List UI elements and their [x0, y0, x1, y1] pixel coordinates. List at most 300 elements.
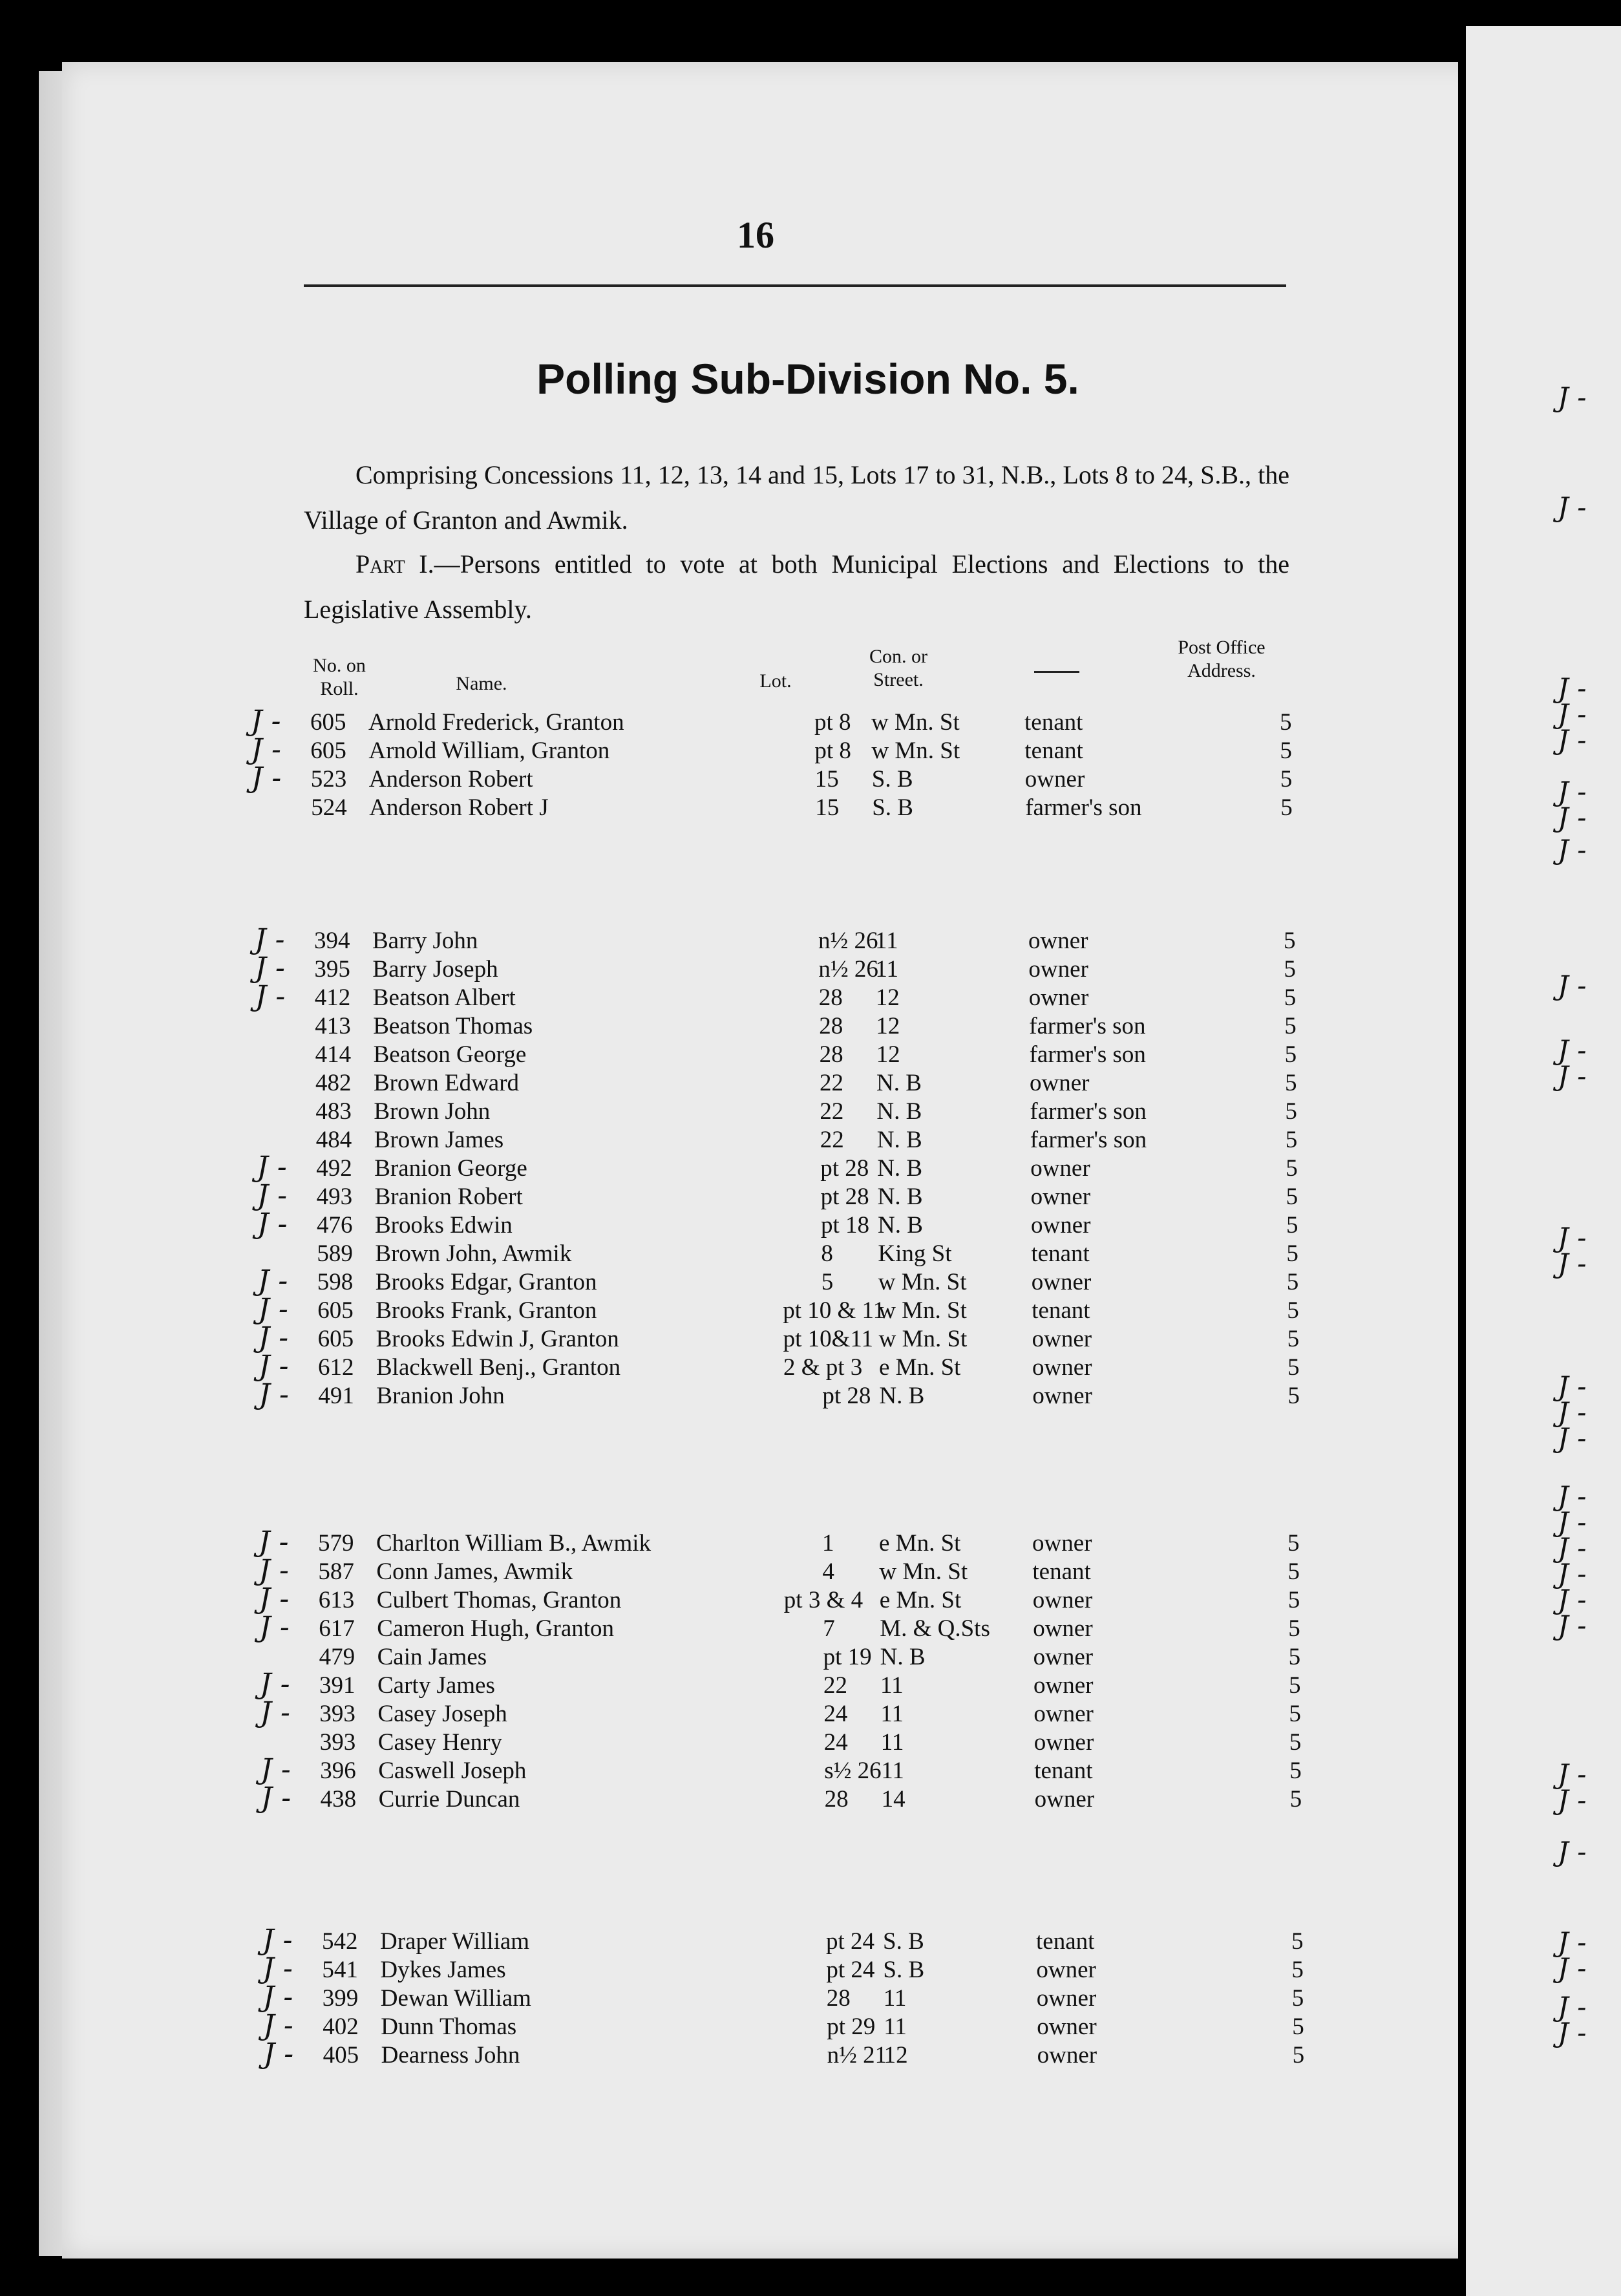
voter-name: Conn James, Awmik: [376, 1558, 573, 1585]
post-office: 5: [1284, 1013, 1297, 1039]
check-mark: J -: [259, 1611, 290, 1644]
post-office: 5: [1287, 1297, 1299, 1324]
header-roll: No. on Roll.: [313, 655, 366, 699]
roll-number: 617: [319, 1615, 355, 1642]
roll-number: 541: [322, 1957, 358, 1983]
header-dash: [1034, 671, 1079, 673]
roll-number: 413: [315, 1013, 351, 1039]
voter-name: Charlton William B., Awmik: [376, 1530, 652, 1557]
facing-check-mark: J -: [1558, 1836, 1587, 1867]
con-street: w Mn. St: [871, 738, 960, 764]
voter-row: [0, 1924, 1357, 1957]
facing-check-mark: J -: [1558, 1926, 1587, 1958]
check-mark: J -: [255, 951, 285, 984]
post-office: 5: [1289, 1701, 1301, 1727]
check-mark: J -: [260, 1668, 290, 1701]
roll-number: 399: [322, 1985, 359, 2012]
status: farmer's son: [1030, 1127, 1147, 1153]
post-office: 5: [1292, 2014, 1304, 2040]
check-mark: J -: [263, 2009, 293, 2042]
lot-value: n½ 21: [827, 2042, 887, 2068]
check-mark: J -: [259, 1378, 289, 1411]
status: owner: [1036, 1957, 1096, 1983]
voter-row: [0, 1012, 1357, 1041]
post-office: 5: [1280, 766, 1293, 792]
post-office: 5: [1292, 2042, 1305, 2068]
facing-check-mark: J -: [1558, 776, 1587, 807]
facing-check-mark: J -: [1558, 1584, 1587, 1615]
status: owner: [1032, 1326, 1092, 1352]
post-office: 5: [1291, 1957, 1304, 1983]
voter-name: Cain James: [377, 1644, 487, 1670]
voter-name: Dunn Thomas: [381, 2014, 517, 2040]
voter-name: Arnold William, Granton: [368, 738, 610, 764]
con-street: 12: [876, 1041, 900, 1068]
voter-row: [0, 1554, 1357, 1587]
facing-check-mark: J -: [1558, 698, 1587, 730]
status: owner: [1028, 928, 1088, 954]
roll-number: 589: [317, 1240, 353, 1267]
voter-name: Dearness John: [381, 2042, 520, 2068]
roll-number: 613: [318, 1587, 355, 1613]
con-street: 12: [875, 984, 900, 1011]
status: owner: [1028, 984, 1089, 1011]
voter-row: [0, 1668, 1357, 1701]
facing-check-mark: J -: [1558, 1558, 1587, 1589]
con-street: 12: [884, 2042, 908, 2068]
check-mark: J -: [260, 1696, 290, 1729]
con-street: e Mn. St: [879, 1530, 961, 1557]
facing-check-mark: J -: [1558, 1060, 1587, 1092]
part-paragraph: [304, 542, 1289, 632]
voter-row: [0, 1525, 1357, 1558]
post-office: 5: [1289, 1786, 1302, 1812]
voter-row: [0, 1753, 1357, 1786]
con-street: 11: [875, 956, 899, 983]
status: farmer's son: [1025, 794, 1142, 821]
con-street: 11: [880, 1729, 904, 1756]
lot-value: pt 3 & 4: [783, 1587, 863, 1613]
status: owner: [1024, 766, 1085, 792]
lot-value: pt 8: [814, 709, 851, 736]
roll-number: 396: [320, 1758, 356, 1784]
voter-row: [0, 1728, 1357, 1757]
roll-number: 605: [317, 1326, 354, 1352]
status: owner: [1034, 1786, 1095, 1812]
lot-value: 28: [824, 1786, 849, 1812]
lot-value: 15: [814, 766, 839, 792]
status: owner: [1030, 1155, 1090, 1182]
voter-name: Brown James: [374, 1127, 504, 1153]
check-mark: J -: [262, 1924, 293, 1957]
con-street: N. B: [876, 1127, 922, 1153]
lot-value: 1: [822, 1530, 834, 1557]
post-office: 5: [1286, 1184, 1298, 1210]
part-text: —Persons entitled to vote at both Municipal Elections and Elections to the Legislative Assembly.: [304, 549, 1290, 624]
post-office: 5: [1288, 1615, 1300, 1642]
lot-value: pt 19: [823, 1644, 872, 1670]
con-street: 11: [881, 1758, 904, 1784]
post-office: 5: [1284, 956, 1296, 983]
status: owner: [1032, 1587, 1093, 1613]
roll-number: 476: [317, 1212, 353, 1238]
con-street: King St: [878, 1240, 952, 1267]
voter-name: Beatson Albert: [372, 984, 516, 1011]
post-office: 5: [1280, 794, 1293, 821]
part-label: Part I.: [355, 549, 434, 579]
voter-row: [0, 1293, 1357, 1326]
lot-value: n½ 26: [818, 956, 878, 983]
post-office: 5: [1291, 1985, 1304, 2012]
lot-value: pt 28: [820, 1155, 869, 1182]
status: tenant: [1036, 1928, 1095, 1955]
facing-check-mark: J -: [1558, 1758, 1587, 1790]
voter-name: Barry Joseph: [372, 956, 498, 983]
roll-number: 587: [318, 1558, 354, 1585]
facing-check-mark: J -: [1558, 1422, 1587, 1454]
voter-row: [0, 1781, 1357, 1814]
roll-number: 598: [317, 1269, 354, 1295]
status: owner: [1032, 1383, 1092, 1409]
status: owner: [1032, 1354, 1092, 1381]
facing-check-mark: J -: [1558, 1532, 1587, 1564]
con-street: N. B: [880, 1644, 926, 1670]
facing-check-mark: J -: [1558, 1610, 1587, 1641]
post-office: 5: [1287, 1326, 1300, 1352]
lot-value: pt 29: [827, 2014, 876, 2040]
voter-row: [0, 2009, 1357, 2042]
roll-number: 482: [315, 1070, 352, 1096]
con-street: e Mn. St: [879, 1587, 962, 1613]
roll-number: 523: [310, 766, 347, 792]
lot-value: pt 18: [821, 1212, 870, 1238]
check-mark: J -: [259, 1554, 289, 1587]
check-mark: J -: [257, 1151, 287, 1184]
con-street: 11: [880, 1701, 904, 1727]
lot-value: 4: [822, 1558, 834, 1585]
con-street: N. B: [877, 1184, 923, 1210]
roll-number: 605: [310, 738, 346, 764]
status: owner: [1037, 2042, 1097, 2068]
check-mark: J -: [251, 733, 281, 766]
roll-number: 393: [319, 1701, 355, 1727]
lot-value: n½ 26: [818, 928, 878, 954]
voter-row: [0, 1151, 1357, 1184]
facing-check-mark: J -: [1558, 834, 1587, 866]
post-office: 5: [1289, 1729, 1302, 1756]
post-office: 5: [1285, 1070, 1297, 1096]
roll-number: 395: [314, 956, 350, 983]
facing-check-mark: J -: [1558, 1370, 1587, 1402]
check-mark: J -: [257, 1264, 288, 1297]
roll-number: 391: [319, 1672, 355, 1699]
status: owner: [1033, 1672, 1094, 1699]
lot-value: 22: [820, 1070, 843, 1096]
post-office: 5: [1286, 1212, 1298, 1238]
status: owner: [1033, 1644, 1094, 1670]
check-mark: J -: [258, 1321, 289, 1354]
voter-row: [0, 1981, 1357, 2014]
roll-number: 492: [316, 1155, 352, 1182]
roll-number: 479: [319, 1644, 355, 1670]
lot-value: pt 10&11: [783, 1326, 874, 1352]
status: farmer's son: [1029, 1013, 1146, 1039]
lot-value: 22: [820, 1127, 844, 1153]
page-number: 16: [737, 214, 774, 256]
status: tenant: [1032, 1297, 1090, 1324]
status: owner: [1031, 1212, 1091, 1238]
con-street: S. B: [871, 766, 913, 792]
lot-value: 24: [823, 1701, 848, 1727]
status: tenant: [1024, 709, 1083, 736]
description-paragraph: Comprising Concessions 11, 12, 13, 14 and 15, Lots 17 to 31, N.B., Lots 8 to 24, S.B., the Village of Granton and Awmik.: [304, 460, 1289, 535]
con-street: N. B: [876, 1098, 922, 1125]
voter-row: [0, 980, 1357, 1013]
voter-name: Branion John: [376, 1383, 505, 1409]
con-street: N. B: [876, 1070, 922, 1096]
roll-number: 438: [320, 1786, 357, 1812]
lot-value: pt 24: [826, 1928, 875, 1955]
voter-row: [0, 951, 1357, 984]
lot-value: pt 28: [822, 1383, 871, 1409]
check-mark: J -: [251, 761, 282, 794]
voter-name: Anderson Robert J: [369, 794, 549, 821]
voter-name: Brooks Edgar, Granton: [375, 1269, 597, 1295]
voter-row: [0, 1611, 1357, 1644]
post-office: 5: [1289, 1672, 1301, 1699]
check-mark: J -: [262, 1952, 293, 1985]
voter-row: [0, 705, 1357, 738]
facing-check-mark: J -: [1558, 1506, 1587, 1538]
lot-value: s½ 26: [824, 1758, 882, 1784]
voter-name: Brooks Edwin: [375, 1212, 513, 1238]
post-office: 5: [1288, 1644, 1301, 1670]
post-office: 5: [1280, 738, 1292, 764]
facing-check-mark: J -: [1558, 1952, 1587, 1984]
roll-number: 524: [311, 794, 347, 821]
con-street: 11: [883, 1985, 907, 2012]
status: tenant: [1031, 1240, 1090, 1267]
roll-number: 605: [317, 1297, 354, 1324]
voter-name: Culbert Thomas, Granton: [376, 1587, 622, 1613]
post-office: 5: [1287, 1530, 1300, 1557]
status: owner: [1030, 1070, 1090, 1096]
voter-row: [0, 2037, 1357, 2070]
con-street: w Mn. St: [871, 709, 960, 736]
facing-check-mark: J -: [1558, 672, 1587, 704]
voter-name: Dykes James: [380, 1957, 506, 1983]
check-mark: J -: [259, 1525, 289, 1558]
roll-number: 483: [315, 1098, 352, 1125]
status: farmer's son: [1030, 1098, 1147, 1125]
voter-name: Brooks Frank, Granton: [376, 1297, 597, 1324]
voter-row: [0, 1041, 1357, 1069]
check-mark: J -: [260, 1781, 291, 1814]
con-street: 14: [881, 1786, 906, 1812]
con-street: w Mn. St: [878, 1269, 967, 1295]
facing-check-mark: J -: [1558, 1784, 1587, 1816]
facing-check-mark: J -: [1558, 1396, 1587, 1428]
voter-row: [0, 1582, 1357, 1615]
post-office: 5: [1286, 1269, 1299, 1295]
page-title: Polling Sub-Division No. 5.: [536, 355, 1079, 403]
voter-name: Arnold Frederick, Granton: [368, 709, 624, 736]
lot-value: 5: [821, 1269, 834, 1295]
voter-name: Carty James: [377, 1672, 495, 1699]
lot-value: 24: [823, 1729, 848, 1756]
voter-row: [0, 1207, 1357, 1240]
check-mark: J -: [257, 1179, 288, 1212]
status: owner: [1037, 2014, 1097, 2040]
post-office: 5: [1286, 1240, 1298, 1267]
con-street: N. B: [879, 1383, 925, 1409]
check-mark: J -: [251, 705, 281, 738]
check-mark: J -: [262, 1981, 293, 2014]
con-street: S. B: [872, 794, 913, 821]
roll-number: 405: [323, 2042, 359, 2068]
check-mark: J -: [260, 1753, 291, 1786]
voter-name: Beatson George: [373, 1041, 527, 1068]
voter-row: [0, 1378, 1357, 1411]
lot-value: pt 10 & 11: [783, 1297, 885, 1324]
facing-check-mark: J -: [1558, 1480, 1587, 1512]
facing-check-mark: J -: [1558, 1034, 1587, 1066]
check-mark: J -: [255, 923, 285, 956]
facing-check-mark: J -: [1558, 802, 1587, 833]
header-name: Name.: [456, 673, 507, 694]
status: farmer's son: [1029, 1041, 1146, 1068]
roll-number: 394: [314, 928, 350, 954]
post-office: 5: [1285, 1127, 1298, 1153]
check-mark: J -: [263, 2037, 294, 2070]
roll-number: 414: [315, 1041, 352, 1068]
roll-number: 491: [318, 1383, 354, 1409]
voter-name: Dewan William: [380, 1985, 531, 2012]
lot-value: 28: [818, 984, 843, 1011]
facing-check-mark: J -: [1558, 724, 1587, 756]
voter-row: [0, 1264, 1357, 1297]
post-office: 5: [1285, 1098, 1297, 1125]
post-office: 5: [1289, 1758, 1302, 1784]
status: tenant: [1024, 738, 1083, 764]
voter-name: Brooks Edwin J, Granton: [376, 1326, 619, 1352]
roll-number: 542: [322, 1928, 358, 1955]
check-mark: J -: [259, 1582, 290, 1615]
post-office: 5: [1284, 928, 1296, 954]
header-post: Post Office Address.: [1178, 637, 1266, 681]
voter-name: Barry John: [372, 928, 478, 954]
post-office: 5: [1280, 709, 1292, 736]
lot-value: 28: [819, 1041, 843, 1068]
lot-value: 28: [819, 1013, 843, 1039]
voter-row: [0, 1321, 1357, 1354]
status: owner: [1036, 1985, 1097, 2012]
post-office: 5: [1286, 1155, 1298, 1182]
lot-value: 8: [821, 1240, 833, 1267]
con-street: M. & Q.Sts: [880, 1615, 990, 1642]
roll-number: 412: [314, 984, 351, 1011]
lot-value: pt 28: [820, 1184, 869, 1210]
status: tenant: [1034, 1758, 1093, 1784]
roll-number: 612: [318, 1354, 354, 1381]
roll-number: 605: [310, 709, 346, 736]
post-office: 5: [1287, 1558, 1300, 1585]
lot-value: 7: [823, 1615, 835, 1642]
check-mark: J -: [257, 1207, 288, 1240]
facing-check-mark: J -: [1558, 1222, 1587, 1253]
lot-value: 2 & pt 3: [783, 1354, 863, 1381]
roll-number: 393: [319, 1729, 356, 1756]
check-mark: J -: [259, 1350, 289, 1383]
post-office: 5: [1284, 1041, 1297, 1068]
facing-check-mark: J -: [1558, 2017, 1587, 2048]
con-street: N. B: [878, 1212, 923, 1238]
check-mark: J -: [255, 980, 286, 1013]
check-mark: J -: [258, 1293, 288, 1326]
con-street: N. B: [877, 1155, 923, 1182]
voter-row: [0, 1240, 1357, 1268]
status: owner: [1033, 1701, 1094, 1727]
voter-name: Anderson Robert: [368, 766, 533, 792]
voter-name: Branion Robert: [374, 1184, 523, 1210]
voter-row: [0, 1098, 1357, 1126]
voter-name: Branion George: [374, 1155, 527, 1182]
status: tenant: [1032, 1558, 1091, 1585]
voter-name: Casey Joseph: [377, 1701, 507, 1727]
status: owner: [1030, 1184, 1091, 1210]
roll-number: 402: [323, 2014, 359, 2040]
con-street: w Mn. St: [878, 1326, 968, 1352]
voter-row: [0, 1696, 1357, 1729]
voter-row: [0, 1069, 1357, 1098]
voter-name: Brown Edward: [374, 1070, 520, 1096]
voter-name: Casey Henry: [377, 1729, 502, 1756]
voter-row: [0, 761, 1357, 794]
con-street: e Mn. St: [879, 1354, 961, 1381]
post-office: 5: [1287, 1354, 1300, 1381]
status: owner: [1028, 956, 1088, 983]
voter-name: Draper William: [380, 1928, 530, 1955]
lot-value: 22: [823, 1672, 847, 1699]
header-con: Con. or Street.: [869, 646, 927, 690]
post-office: 5: [1287, 1587, 1300, 1613]
facing-check-mark: J -: [1558, 1991, 1587, 2023]
voter-row: [0, 923, 1357, 956]
roll-number: 579: [318, 1530, 354, 1557]
con-street: 11: [880, 1672, 904, 1699]
con-street: 12: [876, 1013, 900, 1039]
con-street: w Mn. St: [879, 1558, 968, 1585]
facing-check-mark: J -: [1558, 381, 1587, 413]
status: owner: [1033, 1615, 1093, 1642]
status: owner: [1031, 1269, 1092, 1295]
lot-value: pt 8: [814, 738, 851, 764]
roll-number: 493: [316, 1184, 353, 1210]
voter-row: [0, 1350, 1357, 1383]
voter-row: [0, 1179, 1357, 1212]
header-lot: Lot.: [759, 670, 792, 692]
voter-row: [0, 1126, 1357, 1154]
lot-value: 22: [820, 1098, 844, 1125]
voter-name: Brown John: [374, 1098, 491, 1125]
post-office: 5: [1284, 984, 1297, 1011]
voter-name: Beatson Thomas: [373, 1013, 533, 1039]
voter-name: Currie Duncan: [378, 1786, 520, 1812]
post-office: 5: [1291, 1928, 1304, 1955]
lot-value: 28: [826, 1985, 851, 2012]
roll-number: 484: [315, 1127, 352, 1153]
post-office: 5: [1287, 1383, 1300, 1409]
